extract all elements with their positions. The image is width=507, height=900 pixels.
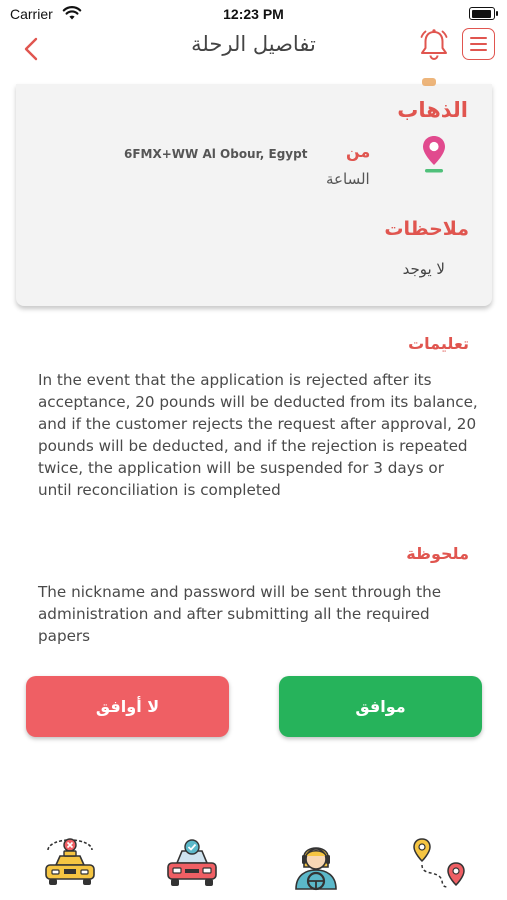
instructions-text: In the event that the application is rejected after its acceptance, 20 pounds will be deducted from its balance, and if the customer rejects the request after approval, 20 pounds will be deducted, and if the rejection is repeated twice, the application will be suspended for 3 days or until reconciliation is completed: [38, 371, 478, 499]
note-text: The nickname and password will be sent through the administration and after submitting all the required papers: [38, 583, 442, 645]
scrolled-icon-fragment: [422, 78, 436, 86]
note-title: ملحوظة: [406, 544, 469, 563]
time-label: الساعة: [326, 170, 370, 188]
trip-details-card: [16, 84, 492, 306]
decline-button[interactable]: لا أوافق: [26, 676, 229, 737]
menu-icon-line: [470, 37, 487, 39]
trip-direction-label: الذهاب: [397, 98, 468, 122]
from-label: من: [346, 142, 371, 161]
tab-driver[interactable]: [286, 835, 346, 893]
status-bar: [0, 0, 507, 28]
bottom-tab-bar: [0, 825, 507, 900]
page-title: تفاصيل الرحلة: [191, 32, 316, 56]
cancelled-taxi-icon: [40, 835, 100, 893]
bell-icon: [418, 28, 450, 62]
driver-icon: [286, 835, 346, 893]
from-address: 6FMX+WW Al Obour, Egypt: [124, 147, 308, 161]
menu-button[interactable]: [462, 28, 495, 60]
battery-level: [472, 10, 492, 18]
tab-confirmed-trips[interactable]: [162, 835, 222, 893]
menu-icon-line: [470, 49, 487, 51]
nav-bar: [0, 28, 507, 84]
confirmed-car-icon: [162, 835, 222, 893]
battery-icon: [469, 7, 495, 20]
notes-title: ملاحظات: [384, 218, 469, 240]
notes-value: لا يوجد: [402, 260, 445, 278]
tab-route[interactable]: [410, 835, 470, 893]
instructions-title: تعليمات: [408, 334, 469, 353]
location-pin-icon: [419, 134, 449, 174]
route-map-icon: [410, 835, 470, 893]
carrier-label: Carrier: [10, 6, 53, 22]
notifications-button[interactable]: [418, 28, 450, 62]
tab-cancelled-trips[interactable]: [40, 835, 100, 893]
menu-icon-line: [470, 43, 487, 45]
accept-button[interactable]: موافق: [279, 676, 482, 737]
status-time: 12:23 PM: [223, 6, 284, 22]
